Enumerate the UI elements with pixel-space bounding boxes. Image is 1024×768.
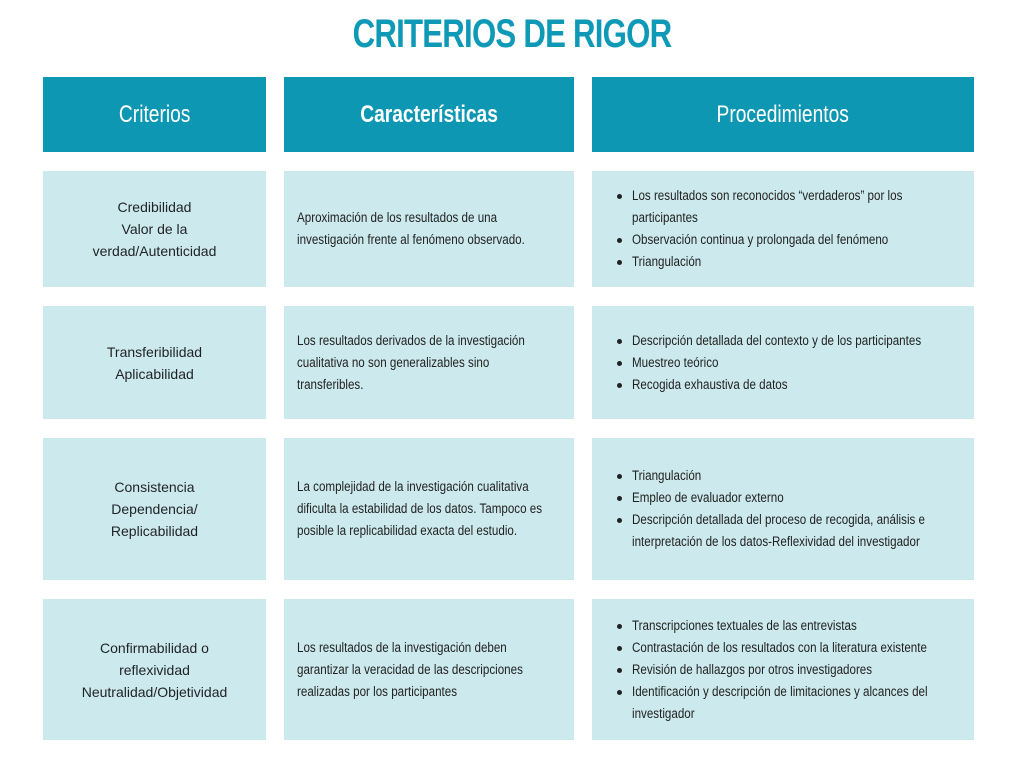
list-item — [614, 374, 968, 396]
procedimiento-line: Los resultados son reconocidos “verdaderos” por los — [632, 188, 903, 203]
list-item — [614, 681, 976, 725]
procedimiento-line: Observación continua y prolongada del fenómeno — [632, 232, 889, 247]
procedimiento-line: Triangulación — [632, 468, 702, 483]
procedimiento-line: Muestreo teórico — [632, 354, 719, 370]
caracteristicas-line: realizadas por los participantes — [297, 683, 458, 699]
criterio-line: Transferibilidad — [106, 343, 203, 360]
caracteristicas-line: investigación frente al fenómeno observado. — [297, 232, 525, 247]
list-item — [614, 229, 946, 251]
list-item — [614, 465, 973, 487]
procedimiento-line: Transcripciones textuales de las entrevistas — [632, 617, 857, 633]
procedimientos-list — [614, 330, 968, 396]
list-item — [614, 251, 946, 273]
page-title: CRITERIOS DE RIGOR — [352, 12, 672, 56]
header-criterios — [43, 77, 266, 152]
criterio-line: Valor de la — [121, 221, 188, 237]
criterio-line: Confirmabilidad o — [100, 639, 209, 656]
caracteristicas-line: transferibles. — [297, 376, 364, 392]
caracteristicas-line: Los resultados derivados de la investigación — [297, 332, 525, 348]
caracteristicas-line: posible la replicabilidad exacta del estudio. — [297, 523, 518, 538]
criterio-line: Consistencia — [114, 479, 195, 495]
header-caracteristicas-label: Características — [360, 100, 498, 128]
header-criterios-label: Criterios — [118, 100, 191, 128]
criterio-cell-4 — [43, 599, 266, 740]
caracteristicas-line: garantizar la veracidad de las descripciones — [297, 661, 523, 677]
list-item — [614, 615, 976, 637]
criterio-cell-1 — [43, 171, 266, 287]
procedimiento-line: Triangulación — [632, 254, 702, 269]
procedimiento-line: Descripción detallada del contexto y de los participantes — [632, 332, 922, 348]
list-item — [614, 509, 973, 553]
list-item — [614, 487, 973, 509]
procedimientos-cell-2 — [592, 306, 974, 419]
list-item — [614, 185, 946, 229]
caracteristicas-cell-2 — [284, 306, 574, 419]
procedimiento-line: Empleo de evaluador externo — [632, 490, 784, 505]
caracteristicas-line: Aproximación de los resultados de una — [297, 210, 498, 225]
procedimiento-line: Revisión de hallazgos por otros investigadores — [632, 661, 873, 677]
caracteristicas-line: Los resultados de la investigación deben — [297, 639, 507, 655]
header-procedimientos — [592, 77, 974, 152]
header-procedimientos-label: Procedimientos — [716, 100, 850, 128]
criterio-line: reflexividad — [119, 661, 190, 678]
criterio-cell-2 — [43, 306, 266, 419]
list-item — [614, 352, 968, 374]
procedimiento-line: participantes — [632, 210, 698, 225]
caracteristicas-line: cualitativa no son generalizables sino — [297, 354, 490, 370]
procedimientos-cell-4 — [592, 599, 974, 740]
header-caracteristicas — [284, 77, 574, 152]
procedimientos-list — [614, 615, 976, 725]
criterio-cell-3 — [43, 438, 266, 580]
procedimiento-line: Identificación y descripción de limitaciones y alcances del — [632, 683, 928, 699]
caracteristicas-cell-4 — [284, 599, 574, 740]
criterio-line: Replicabilidad — [110, 523, 199, 539]
procedimientos-list — [614, 185, 946, 273]
procedimientos-cell-3 — [592, 438, 974, 580]
procedimiento-line: Descripción detallada del proceso de recogida, análisis e — [632, 512, 926, 527]
criterio-line: Credibilidad — [117, 199, 192, 215]
caracteristicas-line: La complejidad de la investigación cualitativa — [297, 479, 529, 494]
caracteristicas-line: dificulta la estabilidad de los datos. Tampoco es — [297, 501, 543, 516]
list-item — [614, 659, 976, 681]
criterio-line: Dependencia/ — [111, 501, 198, 517]
criterio-line: verdad/Autenticidad — [92, 243, 217, 259]
procedimiento-line: Contrastación de los resultados con la literatura existente — [632, 639, 927, 655]
procedimientos-cell-1 — [592, 171, 974, 287]
criterio-line: Neutralidad/Objetividad — [81, 683, 228, 700]
procedimiento-line: Recogida exhaustiva de datos — [632, 376, 788, 392]
criterio-line: Aplicabilidad — [115, 365, 194, 382]
caracteristicas-cell-3 — [284, 438, 574, 580]
procedimiento-line: investigador — [632, 705, 695, 721]
list-item — [614, 637, 976, 659]
procedimientos-list — [614, 465, 973, 553]
caracteristicas-cell-1 — [284, 171, 574, 287]
procedimiento-line: interpretación de los datos-Reflexividad del investigador — [632, 534, 920, 549]
list-item — [614, 330, 968, 352]
